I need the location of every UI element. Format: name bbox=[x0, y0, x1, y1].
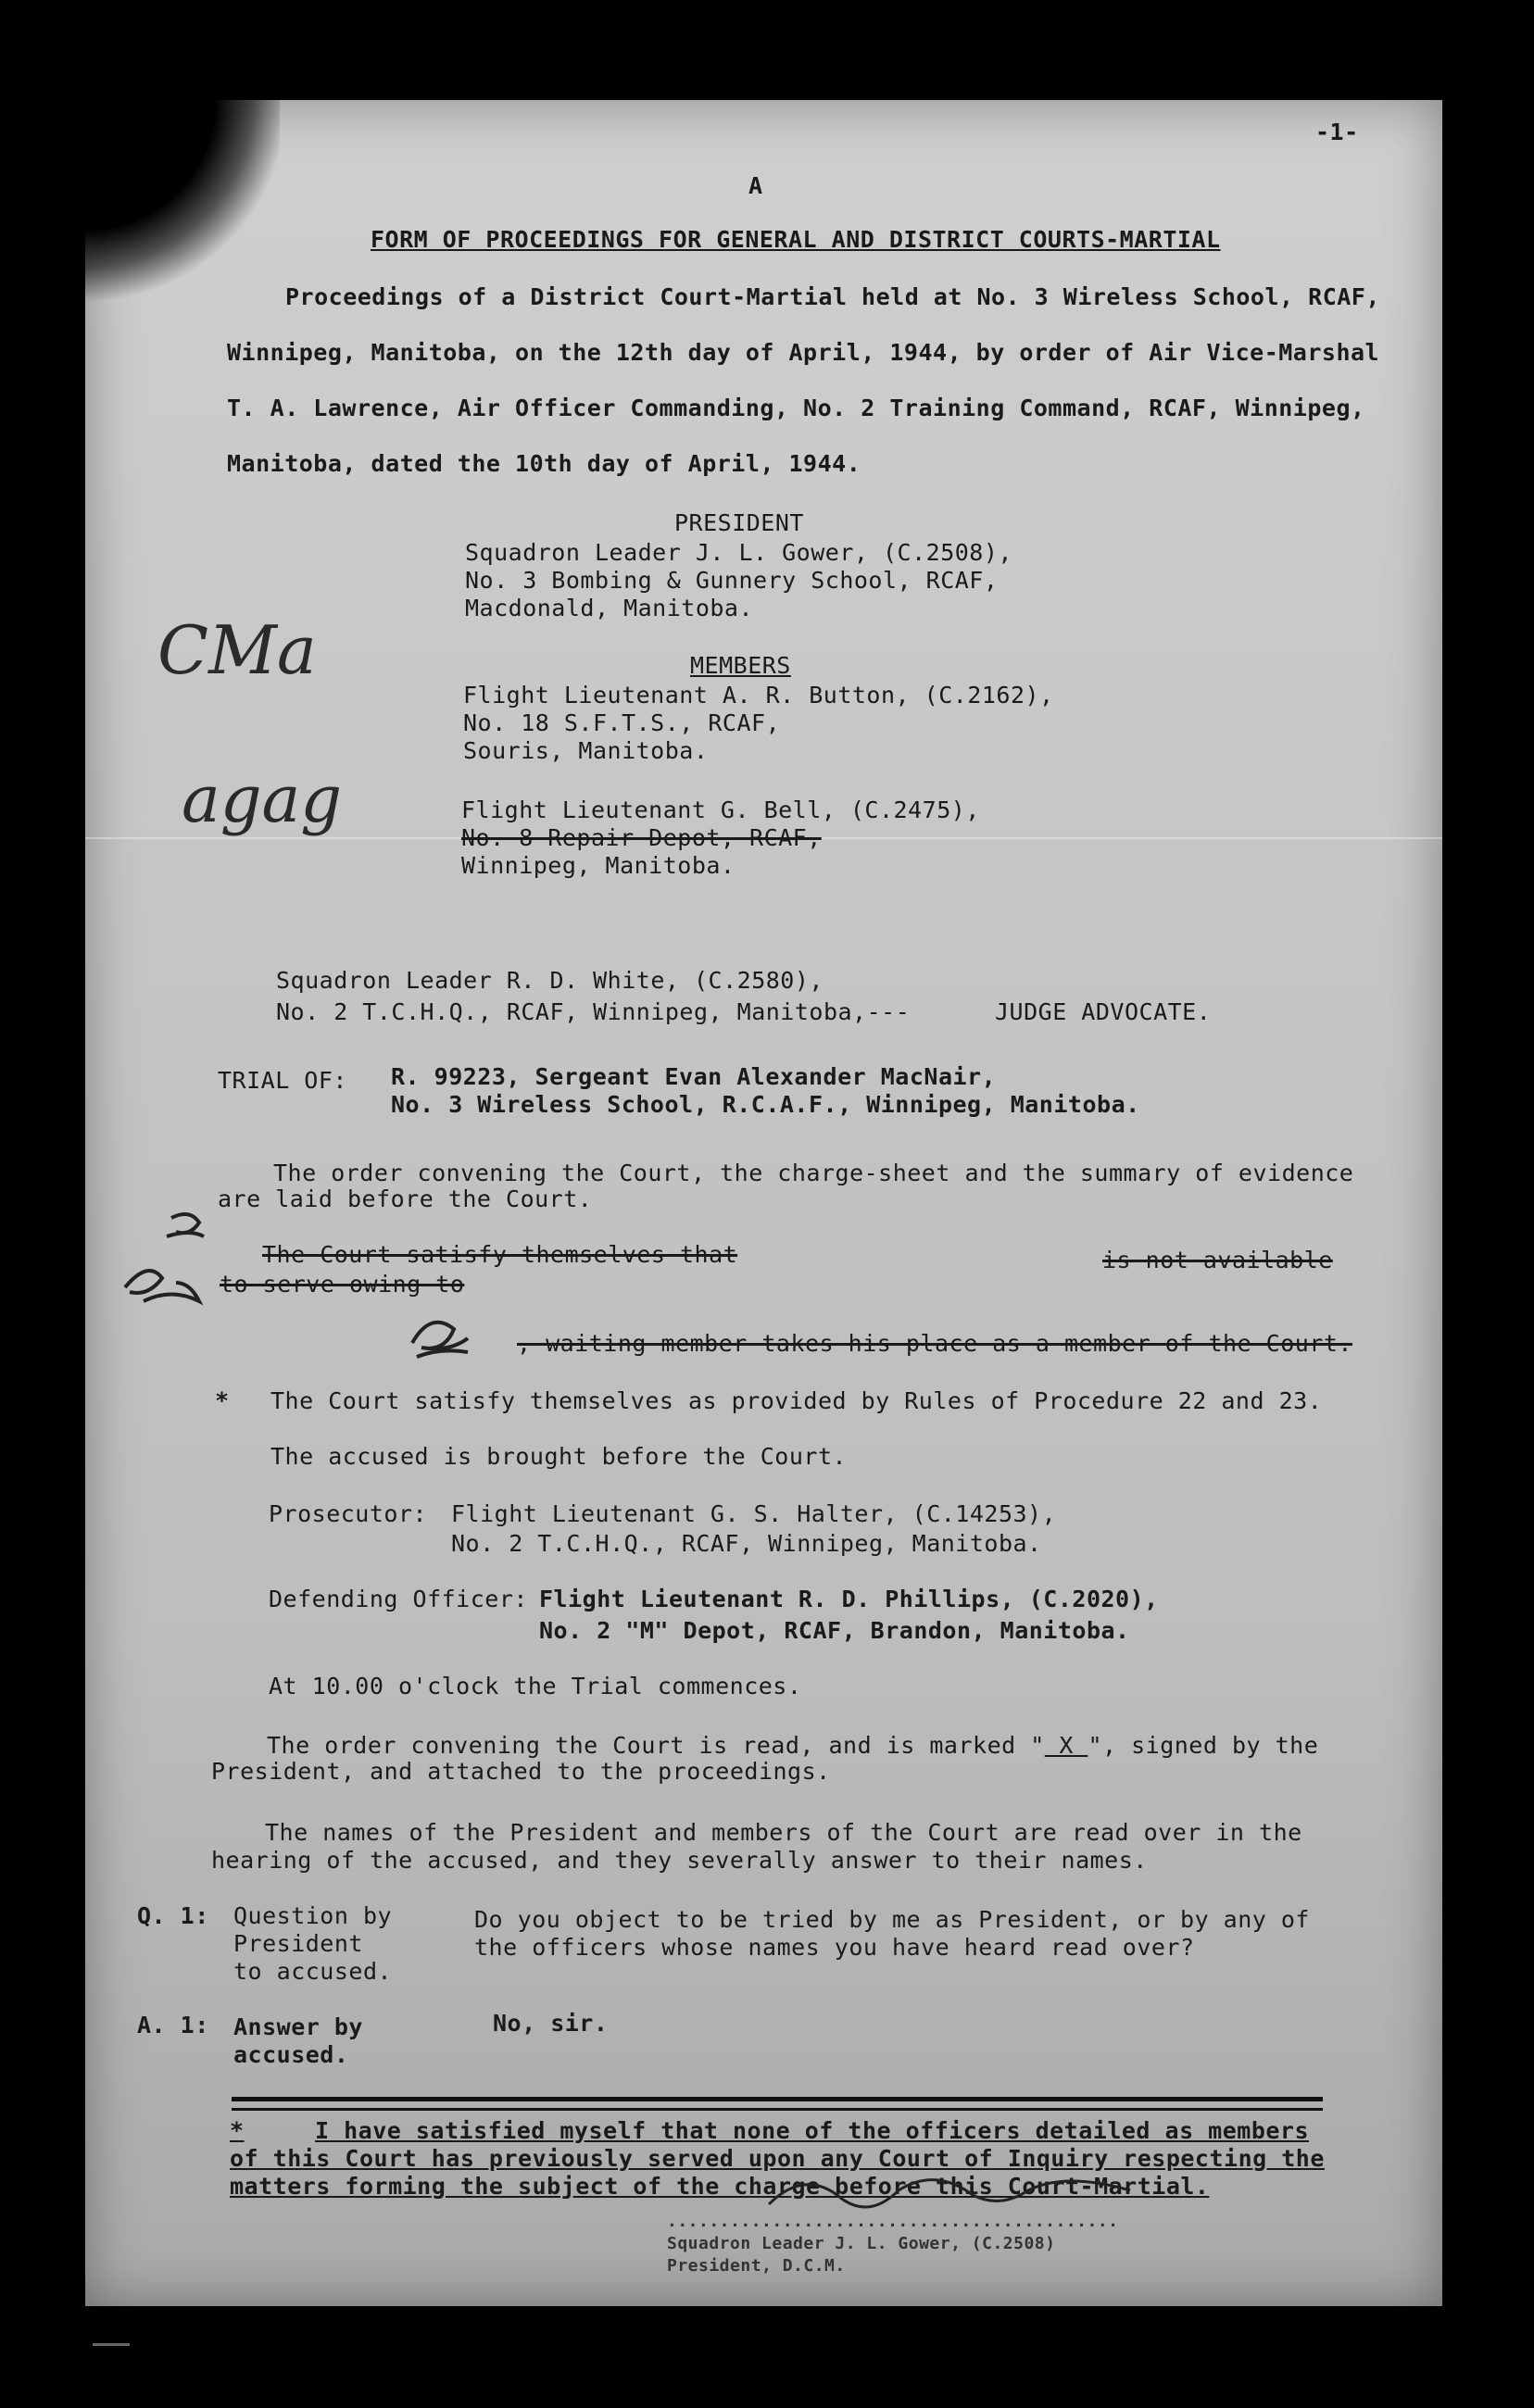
convening-line: are laid before the Court. bbox=[218, 1185, 593, 1212]
member-line-struck: No. 8 Repair Depot, RCAF, bbox=[461, 824, 822, 851]
struck-line: The Court satisfy themselves that bbox=[262, 1241, 738, 1268]
answer-by: accused. bbox=[233, 2041, 349, 2068]
certification-mark: * bbox=[230, 2117, 245, 2144]
signature-name: Squadron Leader J. L. Gower, (C.2508) bbox=[667, 2234, 1056, 2253]
edge-mark bbox=[93, 2343, 130, 2346]
president-line: Squadron Leader J. L. Gower, (C.2508), bbox=[465, 539, 1012, 566]
intro-line: Manitoba, dated the 10th day of April, 1944. bbox=[227, 450, 861, 477]
member-line: Winnipeg, Manitoba. bbox=[461, 852, 736, 879]
member-line: Flight Lieutenant A. R. Button, (C.2162), bbox=[463, 682, 1054, 709]
certification-line: of this Court has previously served upon any Court of Inquiry respecting the bbox=[230, 2145, 1325, 2172]
intro-line: T. A. Lawrence, Air Officer Commanding, No. 2 Training Command, RCAF, Winnipeg, bbox=[227, 395, 1365, 421]
form-letter: A bbox=[748, 172, 763, 199]
satisfy-line: The Court satisfy themselves as provided by Rules of Procedure 22 and 23. bbox=[270, 1387, 1323, 1414]
struck-line: to serve owing to bbox=[220, 1271, 465, 1298]
member-line: Souris, Manitoba. bbox=[463, 737, 709, 764]
question-by: to accused. bbox=[233, 1958, 393, 1985]
prosecutor-line: Flight Lieutenant G. S. Halter, (C.14253), bbox=[451, 1500, 1057, 1527]
question-number: Q. 1: bbox=[137, 1902, 209, 1929]
page-title: FORM OF PROCEEDINGS FOR GENERAL AND DISTRICT COURTS-MARTIAL bbox=[371, 226, 1221, 253]
handwritten-initials: CMa bbox=[157, 611, 317, 689]
names-read-line: hearing of the accused, and they severally answer to their names. bbox=[211, 1847, 1148, 1874]
president-heading: PRESIDENT bbox=[674, 509, 804, 536]
answer-text: No, sir. bbox=[493, 2010, 609, 2037]
commences-line: At 10.00 o'clock the Trial commences. bbox=[269, 1673, 802, 1699]
asterisk-mark: * bbox=[215, 1387, 230, 1414]
exhibit-mark: X bbox=[1044, 1732, 1088, 1759]
answer-number: A. 1: bbox=[137, 2012, 209, 2038]
judge-advocate-title: JUDGE ADVOCATE. bbox=[995, 998, 1212, 1025]
judge-advocate-line: No. 2 T.C.H.Q., RCAF, Winnipeg, Manitoba,--- bbox=[276, 998, 911, 1025]
initials-scribble-icon bbox=[403, 1306, 486, 1371]
defending-label: Defending Officer: bbox=[269, 1586, 528, 1612]
president-line: No. 3 Bombing & Gunnery School, RCAF, bbox=[465, 567, 999, 594]
president-line: Macdonald, Manitoba. bbox=[465, 595, 754, 621]
burnt-corner bbox=[85, 100, 280, 313]
order-read-line: President, and attached to the proceedings. bbox=[211, 1758, 831, 1785]
members-heading: MEMBERS bbox=[690, 652, 791, 679]
handwritten-initials: agag bbox=[182, 761, 343, 837]
signature-title: President, D.C.M. bbox=[667, 2256, 846, 2276]
question-text: the officers whose names you have heard read over? bbox=[474, 1934, 1195, 1961]
divider-rule bbox=[232, 2108, 1323, 2111]
trial-label: TRIAL OF: bbox=[218, 1067, 347, 1094]
struck-line: , waiting member takes his place as a member of the Court. bbox=[517, 1330, 1352, 1357]
prosecutor-line: No. 2 T.C.H.Q., RCAF, Winnipeg, Manitoba. bbox=[451, 1530, 1042, 1557]
initials-scribble-icon bbox=[116, 1199, 245, 1329]
accused-line: The accused is brought before the Court. bbox=[270, 1443, 848, 1470]
certification-line: I have satisfied myself that none of the officers detailed as members bbox=[315, 2117, 1310, 2144]
divider-rule bbox=[232, 2097, 1323, 2101]
signature-line: ........................................... bbox=[667, 2212, 1119, 2231]
order-read-line: The order convening the Court is read, and is marked " X ", signed by the bbox=[267, 1732, 1319, 1759]
prosecutor-label: Prosecutor: bbox=[269, 1500, 428, 1527]
member-line: No. 18 S.F.T.S., RCAF, bbox=[463, 709, 781, 736]
member-line: Flight Lieutenant G. Bell, (C.2475), bbox=[461, 796, 980, 823]
intro-line: Proceedings of a District Court-Martial held at No. 3 Wireless School, RCAF, bbox=[285, 283, 1380, 310]
defending-line: No. 2 "M" Depot, RCAF, Brandon, Manitoba. bbox=[539, 1617, 1130, 1644]
answer-by: Answer by bbox=[233, 2013, 363, 2040]
certification-line: matters forming the subject of the charge before this Court-Martial. bbox=[230, 2173, 1210, 2200]
convening-line: The order convening the Court, the charge-sheet and the summary of evidence bbox=[273, 1160, 1354, 1186]
struck-line: is not available bbox=[1102, 1247, 1333, 1273]
trial-line: R. 99223, Sergeant Evan Alexander MacNair, bbox=[391, 1063, 997, 1090]
question-text: Do you object to be tried by me as President, or by any of bbox=[474, 1906, 1310, 1933]
question-by: Question by bbox=[233, 1902, 393, 1929]
defending-line: Flight Lieutenant R. D. Phillips, (C.2020), bbox=[539, 1586, 1159, 1612]
trial-line: No. 3 Wireless School, R.C.A.F., Winnipeg, Manitoba. bbox=[391, 1091, 1140, 1118]
judge-advocate-line: Squadron Leader R. D. White, (C.2580), bbox=[276, 967, 824, 994]
names-read-line: The names of the President and members of the Court are read over in the bbox=[265, 1819, 1302, 1846]
intro-line: Winnipeg, Manitoba, on the 12th day of April, 1944, by order of Air Vice-Marshal bbox=[227, 339, 1380, 366]
page-number: -1- bbox=[1315, 119, 1359, 145]
question-by: President bbox=[233, 1930, 363, 1957]
